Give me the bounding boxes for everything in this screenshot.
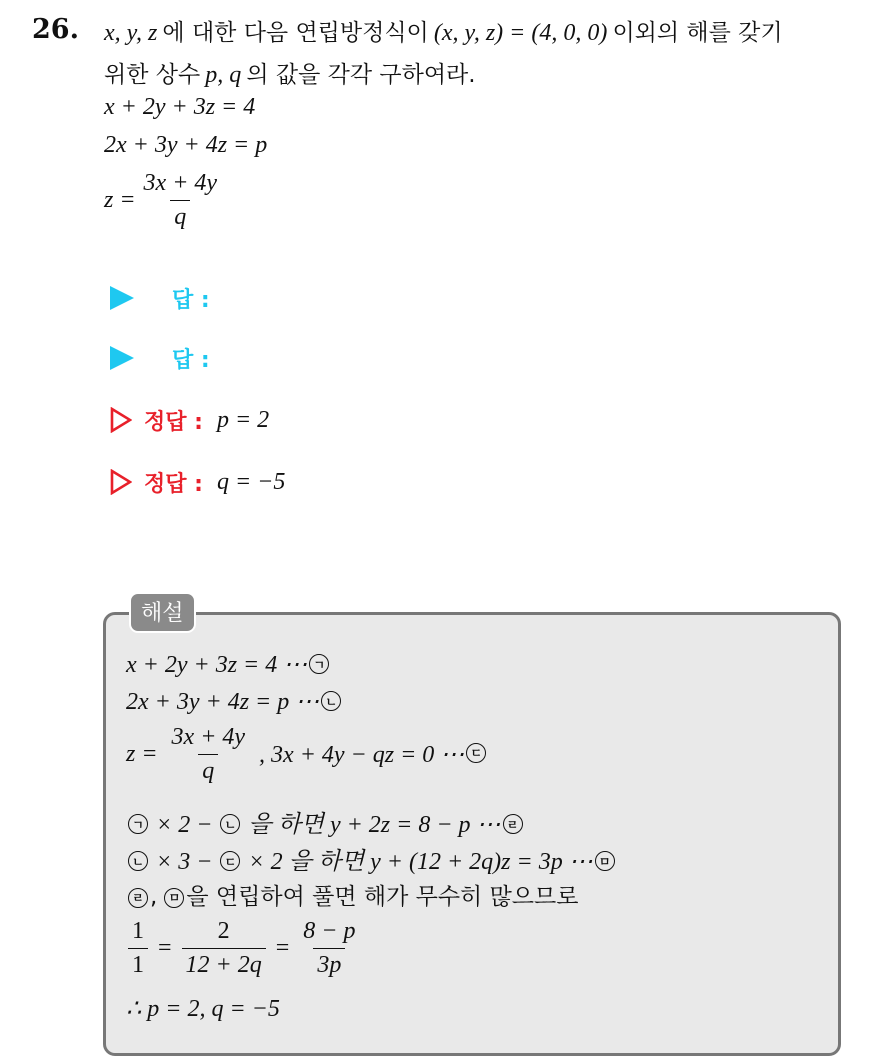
circled-digeut-icon: ㄷ bbox=[466, 743, 486, 763]
solution-line-7: $\frac{1}{1}$ = $\frac{2}{12 + 2q}$ = $\frac{8 - p}{3p}$ bbox=[124, 918, 364, 979]
solution-conclusion: ∴ p = 2, q = −5 bbox=[126, 996, 280, 1022]
question-line-1 bbox=[104, 14, 783, 47]
solution-tag: 해설 bbox=[129, 592, 196, 633]
fraction-numerator: 3x + 4y bbox=[143, 170, 218, 196]
question-number: 26. bbox=[32, 14, 79, 45]
answer-blank-1 bbox=[110, 281, 210, 315]
solution-line-1: x + 2y + 3z = 4 ⋯ ㄱ bbox=[126, 650, 331, 679]
circled-giyeok-icon: ㄱ bbox=[128, 814, 148, 834]
correct-value: p = 2 bbox=[216, 406, 270, 433]
solution-fraction bbox=[168, 724, 250, 785]
circled-giyeok-icon: ㄱ bbox=[309, 654, 329, 674]
answer-blank-2 bbox=[110, 341, 210, 375]
answer-label: 답 : bbox=[172, 347, 210, 373]
circled-mieum-icon: ㅁ bbox=[164, 888, 184, 908]
question-line-2 bbox=[104, 56, 476, 89]
fraction-denominator: q bbox=[202, 758, 215, 784]
solution-line-4: ㄱ × 2 − ㄴ 을 하면 y + 2z = 8 − p ⋯ ㄹ bbox=[126, 804, 525, 839]
solution-line-3: z = $\frac{3x + 4y}{q}$ , 3x + 4y − qz = 0 ⋯ ㄷ bbox=[126, 724, 488, 785]
correct-label: 정답 : bbox=[144, 471, 203, 497]
circled-nieun-icon: ㄴ bbox=[128, 851, 148, 871]
play-triangle-icon bbox=[110, 286, 134, 310]
question-text-c: 위한 상수 bbox=[104, 62, 201, 88]
correct-label: 정답 : bbox=[144, 409, 203, 435]
question-vars: x, y, z bbox=[104, 20, 158, 46]
fraction-3: $\frac{8 - p}{3p}$ bbox=[303, 918, 356, 978]
fraction-numerator: 3x + 4y bbox=[171, 724, 246, 750]
question-text-a: 에 대한 다음 연립방정식이 bbox=[162, 20, 429, 46]
system-eq-3: z = $\frac{3x + 4y}{q}$ bbox=[104, 170, 225, 231]
fraction-1: $\frac{1}{1}$ bbox=[128, 918, 148, 979]
circled-nieun-icon: ㄴ bbox=[220, 814, 240, 834]
question-constants: p, q bbox=[205, 62, 242, 88]
correct-answer-2 bbox=[110, 465, 285, 499]
circled-mieum-icon: ㅁ bbox=[595, 851, 615, 871]
solution-line-2: 2x + 3y + 4z = p ⋯ ㄴ bbox=[126, 687, 343, 716]
question-equation: (x, y, z) = (4, 0, 0) bbox=[433, 20, 608, 46]
system-eq-3-fraction bbox=[140, 170, 222, 231]
system-eq-1: x + 2y + 3z = 4 bbox=[104, 94, 256, 120]
answer-label: 답 : bbox=[172, 287, 210, 313]
circled-rieul-icon: ㄹ bbox=[503, 814, 523, 834]
question-text-b: 이외의 해를 갖기 bbox=[612, 20, 783, 46]
fraction-2: $\frac{2}{12 + 2q}$ bbox=[182, 918, 266, 979]
outline-triangle-icon bbox=[110, 469, 132, 495]
circled-digeut-icon: ㄷ bbox=[220, 851, 240, 871]
system-eq-2: 2x + 3y + 4z = p bbox=[104, 132, 268, 158]
fraction-denominator: q bbox=[174, 204, 187, 230]
question-text-d: 의 값을 각각 구하여라. bbox=[246, 62, 476, 88]
play-triangle-icon bbox=[110, 346, 134, 370]
circled-nieun-icon: ㄴ bbox=[321, 691, 341, 711]
correct-value: q = −5 bbox=[216, 468, 286, 495]
outline-triangle-icon bbox=[110, 407, 132, 433]
solution-line-6: ㄹ , ㅁ 을 연립하여 풀면 해가 무수히 많으므로 bbox=[126, 878, 578, 911]
circled-rieul-icon: ㄹ bbox=[128, 888, 148, 908]
correct-answer-1 bbox=[110, 403, 269, 437]
solution-line-5: ㄴ × 3 − ㄷ × 2 을 하면 y + (12 + 2q)z = 3p ⋯ ㅁ bbox=[126, 841, 617, 876]
